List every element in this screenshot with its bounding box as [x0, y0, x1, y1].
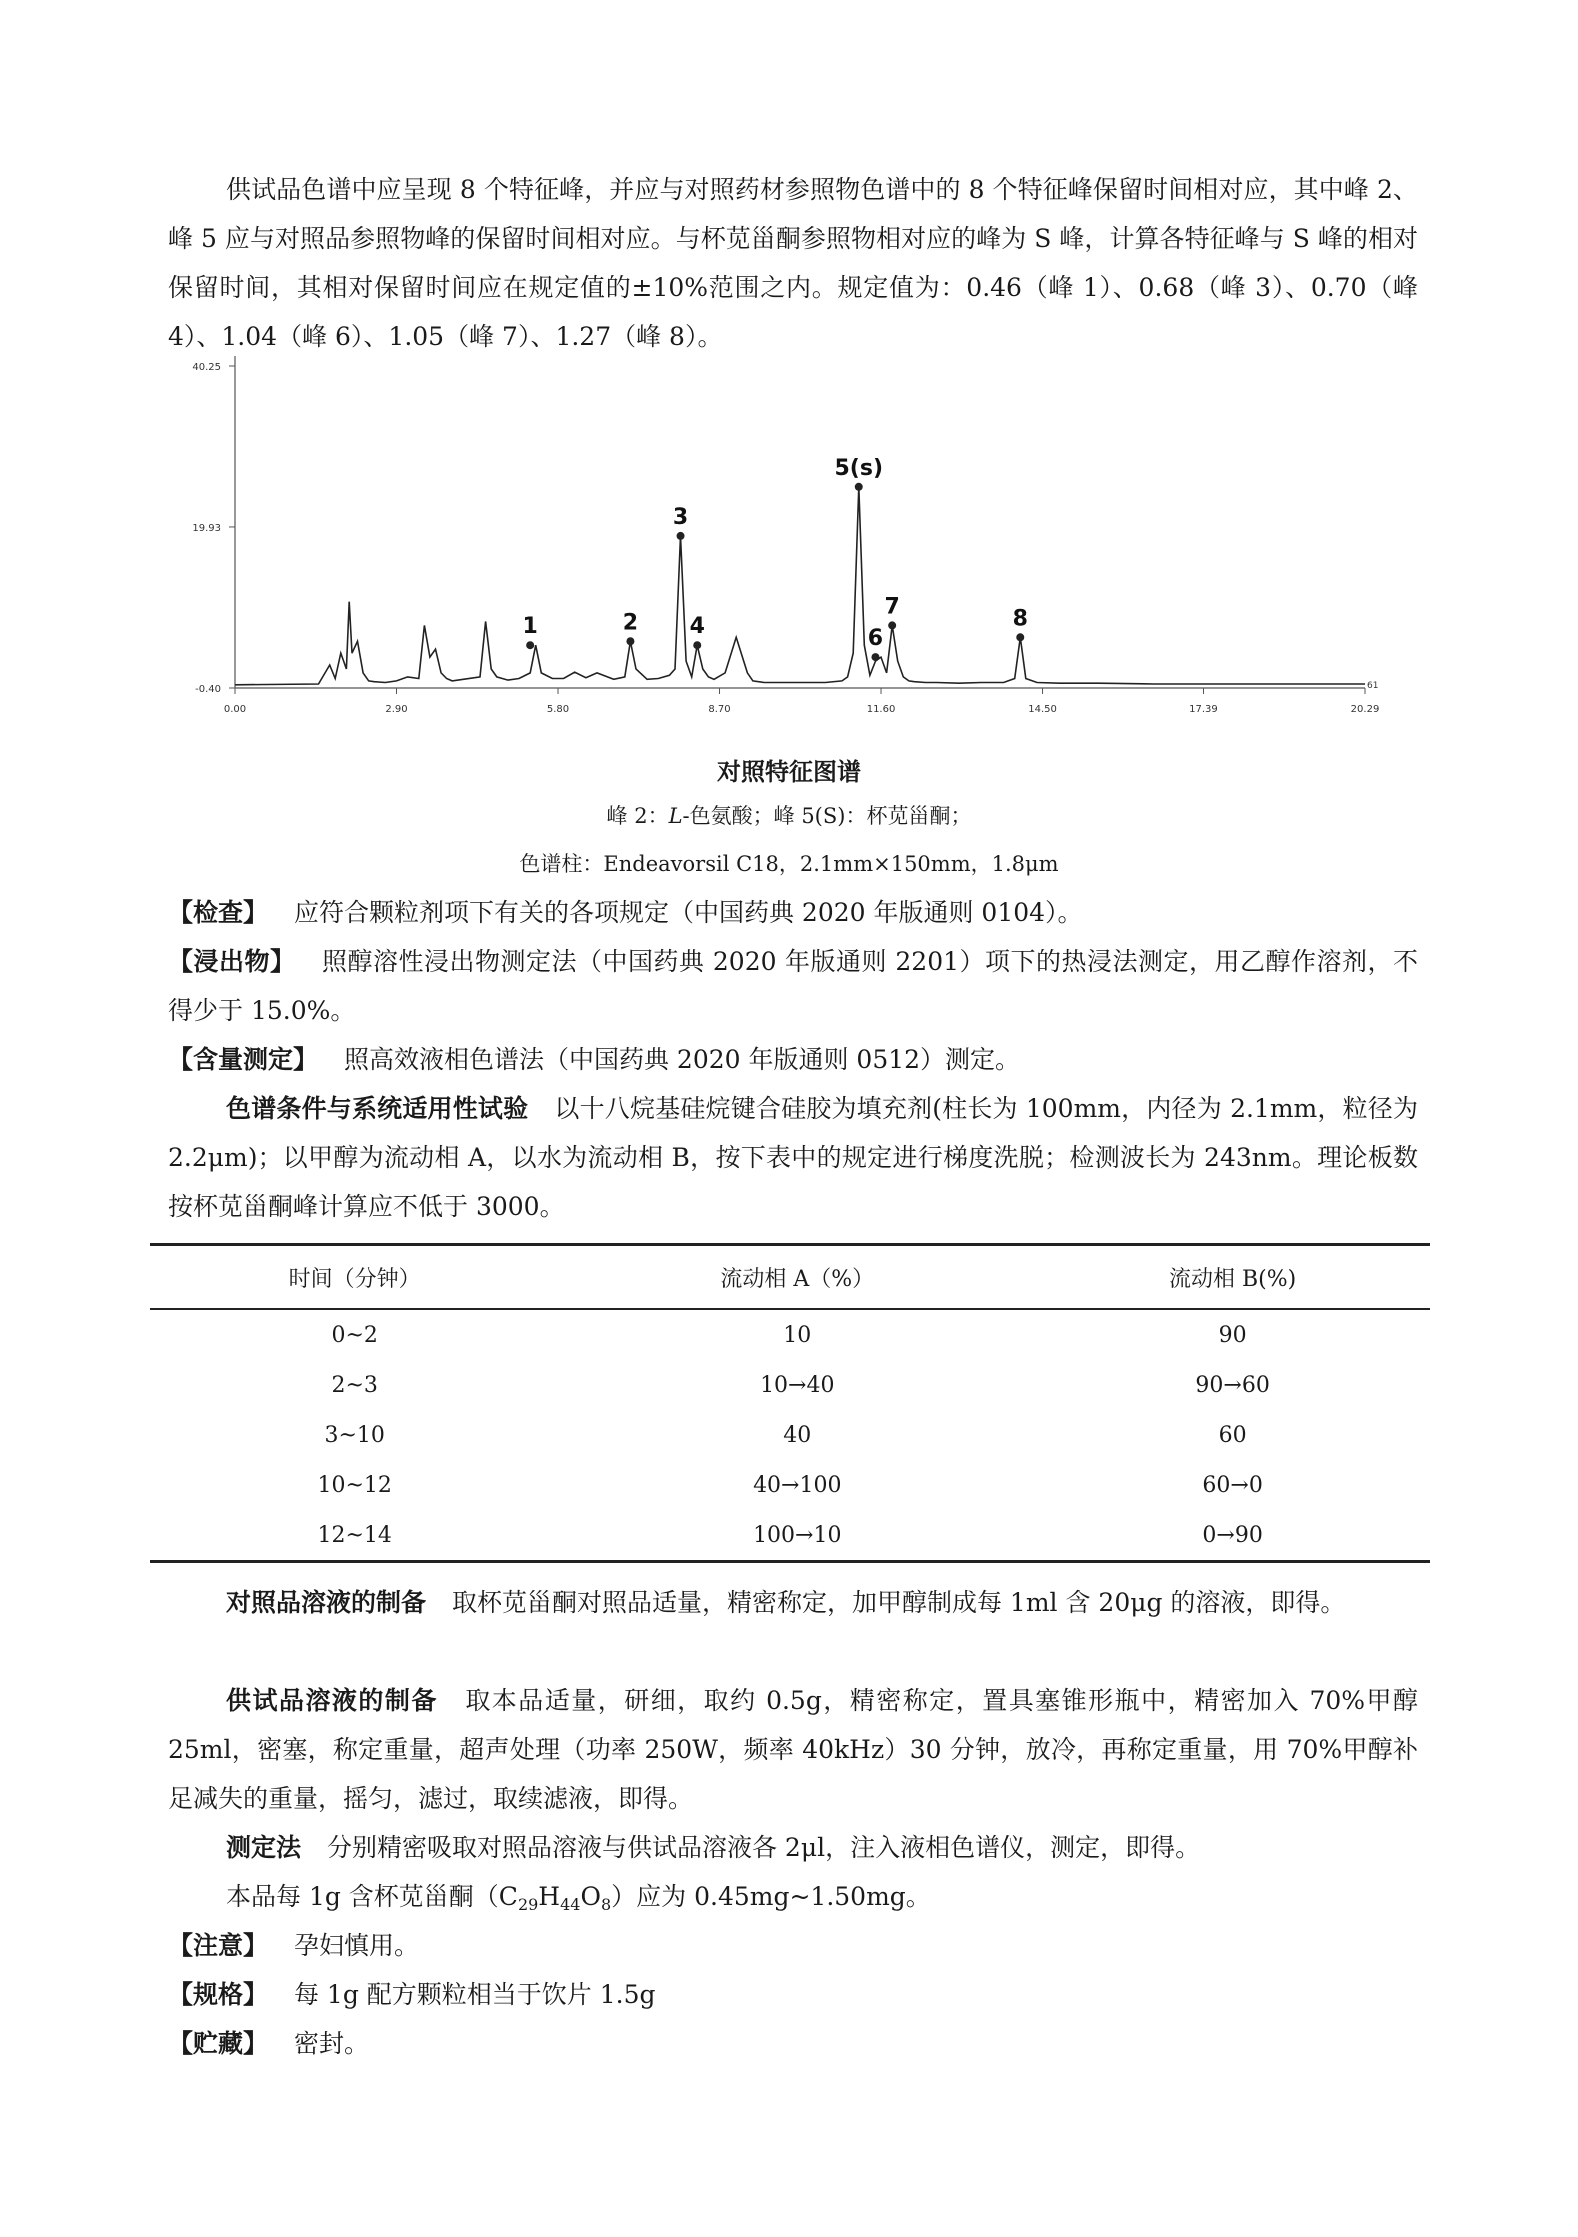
- check-section: [168, 888, 1418, 937]
- table-row: [150, 1309, 1430, 1360]
- extract-section: [168, 937, 1418, 1035]
- conditions-text: 以十八烷基硅烷键合硅胶为填充剂(柱长为 100mm，内径为 2.1mm，粒径为 2.2μm)；以甲醇为流动相 A，以水为流动相 B，按下表中的规定进行梯度洗脱；检测波长为 243nm。理论板数按杯苋甾酮峰计算应不低于 3000。: [168, 1094, 1418, 1221]
- y-tick-label: 19.93: [192, 522, 221, 534]
- caution-text: 孕妇慎用。: [293, 1931, 419, 1960]
- method-section: [168, 1823, 1418, 1872]
- content-text-d: ）应为 0.45mg~1.50mg。: [611, 1882, 931, 1911]
- x-tick-label: 14.50: [1028, 704, 1057, 715]
- peak-label: 3: [672, 504, 689, 530]
- formula-sub-1: 29: [517, 1895, 539, 1914]
- intro-paragraph: 供试品色谱中应呈现 8 个特征峰，并应与对照药材参照物色谱中的 8 个特征峰保留时间相对应，其中峰 2、峰 5 应与对照品参照物峰的保留时间相对应。与杯苋甾酮参照物相对应的峰为 S 峰，计算各特征峰与 S 峰的相对保留时间，其相对保留时间应在规定值的±10%范围之内。规定值为：0.46（峰 1）、0.68（峰 3）、0.70（峰 4）、1.04（峰 6）、1.05（峰 7）、1.27（峰 8）。: [168, 175, 1418, 351]
- peak-marker: [855, 483, 863, 491]
- table-header-time: 时间（分钟）: [150, 1245, 559, 1310]
- peak-label: 4: [689, 614, 705, 640]
- spec-section: [168, 1970, 1418, 2019]
- table-cell: 10→40: [760, 1372, 835, 1398]
- x-tick-label: 0.00: [223, 704, 247, 715]
- storage-section: [168, 2019, 1418, 2068]
- table-row: [150, 1460, 1430, 1510]
- peak-label: 8: [1012, 606, 1028, 632]
- assay-text: 照高效液相色谱法（中国药典 2020 年版通则 0512）测定。: [343, 1045, 1021, 1074]
- y-tick-label: -0.40: [195, 684, 221, 695]
- table-cell: 3~10: [324, 1422, 385, 1448]
- content-text-b: H: [538, 1882, 561, 1911]
- peak-label: 2: [622, 610, 639, 636]
- peak-marker: [626, 637, 634, 645]
- chart-caption: 对照特征图谱: [717, 758, 861, 786]
- table-cell: 40: [783, 1422, 812, 1448]
- y-tick-label: 40.25: [192, 362, 221, 373]
- reference-solution-heading: 对照品溶液的制备: [226, 1588, 427, 1617]
- table-cell: 10: [783, 1322, 812, 1348]
- peak-marker: [1016, 633, 1024, 641]
- content-text-c: O: [580, 1882, 601, 1911]
- x-tick-label: 5.80: [546, 704, 570, 715]
- reference-solution-text: 取杯苋甾酮对照品适量，精密称定，加甲醇制成每 1ml 含 20μg 的溶液，即得。: [451, 1588, 1346, 1617]
- table-row: [150, 1360, 1430, 1410]
- peak-marker: [526, 641, 534, 649]
- x-tick-label: 17.39: [1189, 704, 1218, 715]
- table-cell: 90: [1218, 1322, 1247, 1348]
- assay-heading: 【含量测定】: [168, 1045, 319, 1074]
- extract-heading: 【浸出物】: [168, 947, 296, 976]
- table-cell: 0~2: [331, 1322, 378, 1348]
- chromatogram-svg: [175, 348, 1395, 728]
- table-row: [150, 1410, 1430, 1460]
- peak-marker: [677, 532, 685, 540]
- table-header-b: 流动相 B(%): [1035, 1245, 1430, 1310]
- x-tick-label: 2.90: [385, 704, 408, 715]
- x-tick-label: 11.60: [866, 704, 896, 715]
- x-tick-label: 8.70: [708, 704, 731, 715]
- legend-part-b: L: [668, 804, 683, 828]
- table-cell: 10~12: [317, 1472, 392, 1498]
- table-cell: 60→0: [1202, 1472, 1263, 1498]
- table-cell: 12~14: [150, 1510, 559, 1562]
- table-cell: 90→60: [1195, 1372, 1270, 1398]
- table-header-row: [150, 1245, 1430, 1310]
- assay-section: [168, 1035, 1418, 1084]
- chromatogram-chart: [175, 348, 1395, 728]
- spec-text: 每 1g 配方颗粒相当于饮片 1.5g: [293, 1980, 656, 2009]
- peak-marker: [888, 621, 896, 629]
- test-solution-heading: 供试品溶液的制备: [226, 1686, 438, 1715]
- check-text: 应符合颗粒剂项下有关的各项规定（中国药典 2020 年版通则 0104）。: [293, 898, 1083, 927]
- storage-heading: 【贮藏】: [168, 2029, 269, 2058]
- peak-label: 7: [884, 594, 900, 620]
- reference-solution-section: [168, 1578, 1418, 1627]
- peak-label: 6: [867, 626, 884, 652]
- table-cell: 2~3: [331, 1372, 378, 1398]
- method-heading: 测定法: [226, 1833, 302, 1862]
- x-tick-label: 20.29: [1350, 704, 1380, 715]
- conditions-heading: 色谱条件与系统适用性试验: [226, 1094, 529, 1123]
- caution-heading: 【注意】: [168, 1931, 269, 1960]
- legend-part-a: 峰 2：: [606, 804, 669, 828]
- extract-text: 照醇溶性浸出物测定法（中国药典 2020 年版通则 2201）项下的热浸法测定，用乙醇作溶剂，不得少于 15.0%。: [168, 947, 1418, 1025]
- column-line: 色谱柱：Endeavorsil C18，2.1mm×150mm，1.8μm: [519, 852, 1059, 876]
- table-cell: 100→10: [559, 1510, 1035, 1562]
- gradient-table: [150, 1243, 1430, 1563]
- storage-text: 密封。: [293, 2029, 369, 2058]
- peak-marker: [693, 641, 701, 649]
- peak-label: 1: [522, 614, 538, 640]
- spec-heading: 【规格】: [168, 1980, 269, 2009]
- table-header-a: 流动相 A（%）: [559, 1245, 1035, 1310]
- table-cell: 0→90: [1035, 1510, 1430, 1562]
- legend-part-c: -色氨酸；峰 5(S)：杯苋甾酮；: [682, 804, 972, 828]
- content-text-a: 本品每 1g 含杯苋甾酮（C: [226, 1882, 518, 1911]
- peak-label: 5(s): [834, 455, 884, 481]
- check-heading: 【检查】: [168, 898, 269, 927]
- chromatogram-trace: [235, 487, 1365, 685]
- peak-legend-line: [0, 800, 1578, 830]
- test-solution-section: [168, 1676, 1418, 1823]
- formula-sub-3: 8: [600, 1895, 612, 1914]
- caution-section: [168, 1921, 1418, 1970]
- table-cell: 60: [1218, 1422, 1247, 1448]
- table-row: [150, 1510, 1430, 1562]
- test-solution-text: 取本品适量，研细，取约 0.5g，精密称定，置具塞锥形瓶中，精密加入 70%甲醇 25ml，密塞，称定重量，超声处理（功率 250W，频率 40kHz）30 分钟，放冷，再称定重量，用 70%甲醇补足减失的重量，摇匀，滤过，取续滤液，即得。: [168, 1686, 1418, 1813]
- formula-sub-2: 44: [560, 1895, 581, 1914]
- table-cell: 40→100: [753, 1472, 842, 1498]
- trace-end-label: 61: [1367, 681, 1379, 692]
- peak-marker: [871, 653, 879, 661]
- conditions-section: [168, 1084, 1418, 1231]
- method-text: 分别精密吸取对照品溶液与供试品溶液各 2μl，注入液相色谱仪，测定，即得。: [326, 1833, 1201, 1862]
